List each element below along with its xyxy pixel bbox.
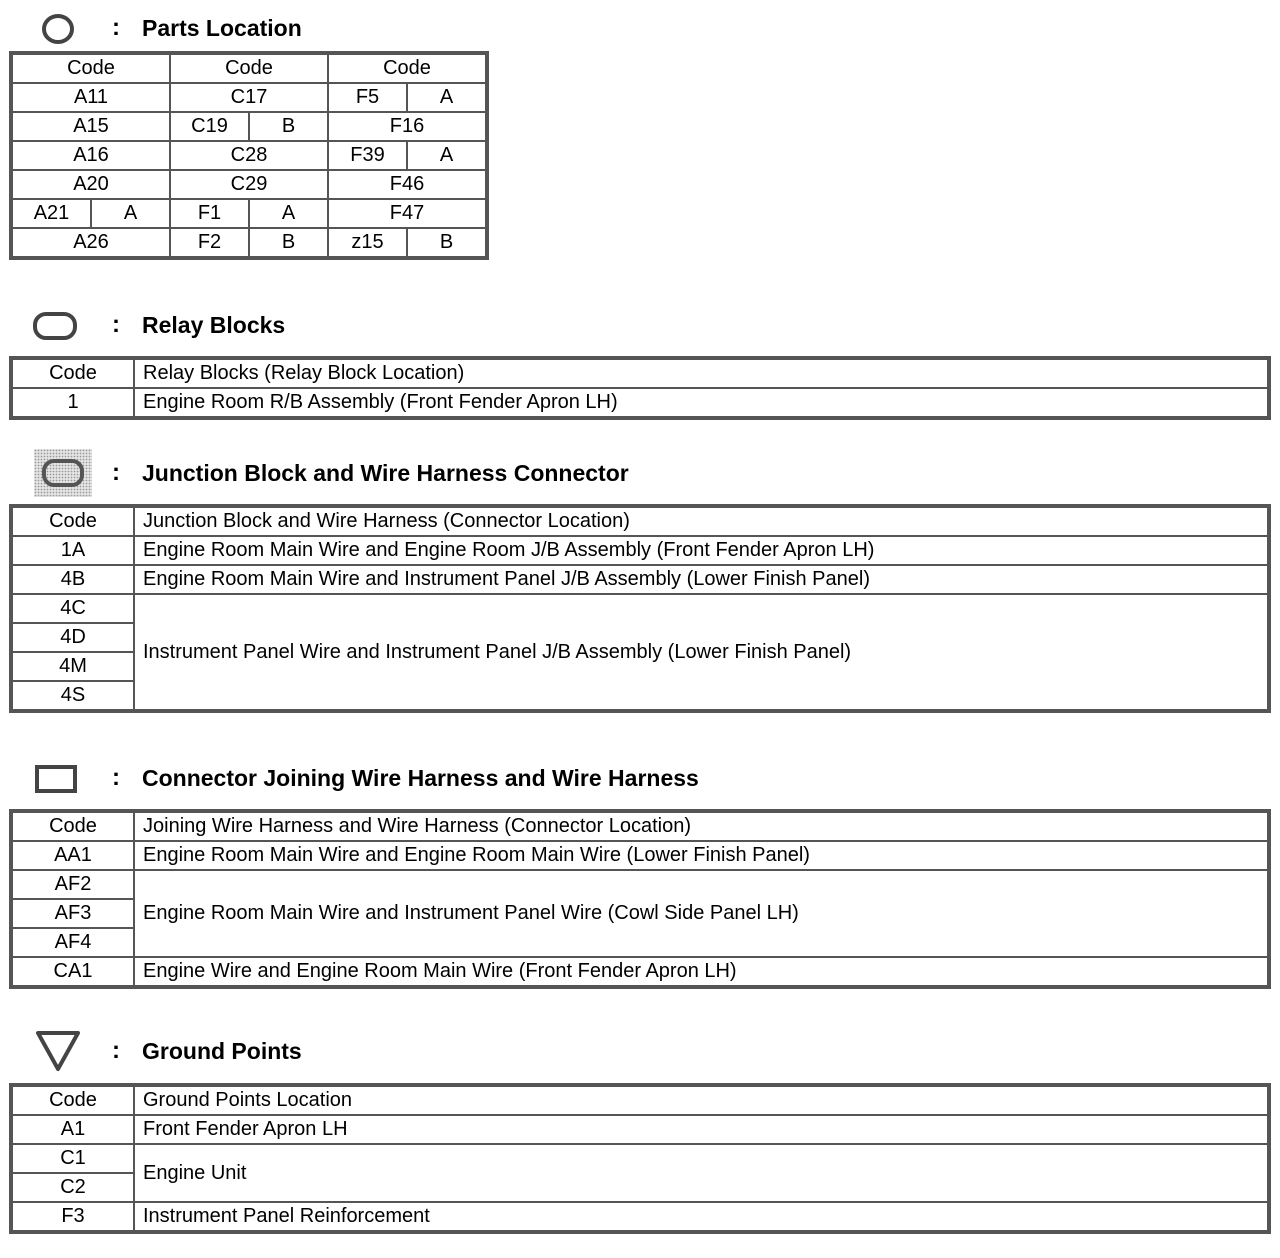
code-cell: C1 xyxy=(12,1144,134,1173)
header-desc-cell: Joining Wire Harness and Wire Harness (Connector Location) xyxy=(134,812,1268,841)
table-row xyxy=(12,170,486,199)
desc-cell: Front Fender Apron LH xyxy=(134,1115,1268,1144)
colon: : xyxy=(112,764,120,791)
table-header-row xyxy=(12,507,1268,536)
code-cell: 4B xyxy=(12,565,134,594)
table-row xyxy=(12,565,1268,594)
table-row xyxy=(12,1115,1268,1144)
header-desc-cell: Relay Blocks (Relay Block Location) xyxy=(134,359,1268,388)
table-row xyxy=(12,1144,1268,1173)
connector-joining-heading xyxy=(0,758,900,798)
code-cell: 4C xyxy=(12,594,134,623)
parts-location-heading xyxy=(0,8,600,48)
code-cell: A16 xyxy=(12,141,170,170)
desc-cell: Engine Unit xyxy=(134,1144,1268,1202)
table-header-row xyxy=(12,1086,1268,1115)
code-cell: AA1 xyxy=(12,841,134,870)
ground-points-table xyxy=(11,1085,1269,1232)
code-cell: F5 xyxy=(328,83,407,112)
junction-block-heading xyxy=(0,453,900,493)
table-row xyxy=(12,870,1268,899)
code-cell: F16 xyxy=(328,112,486,141)
code-cell: A26 xyxy=(12,228,170,257)
desc-cell: Instrument Panel Reinforcement xyxy=(134,1202,1268,1231)
table-row xyxy=(12,841,1268,870)
code-cell: z15 xyxy=(328,228,407,257)
section-title: Ground Points xyxy=(142,1038,302,1064)
junction-block-icon xyxy=(34,449,92,502)
relay-blocks-heading xyxy=(0,305,600,345)
table-header-row xyxy=(12,359,1268,388)
header-desc-cell: Junction Block and Wire Harness (Connector Location) xyxy=(134,507,1268,536)
code-cell: F3 xyxy=(12,1202,134,1231)
header-cell: Code xyxy=(12,54,170,83)
colon: : xyxy=(112,311,120,338)
code-cell: C28 xyxy=(170,141,328,170)
position-cell: A xyxy=(249,199,328,228)
code-cell: C2 xyxy=(12,1173,134,1202)
code-cell: 4M xyxy=(12,652,134,681)
rounded-rectangle-icon xyxy=(32,311,78,346)
table-row xyxy=(12,83,486,112)
desc-cell: Engine Room Main Wire and Instrument Panel Wire (Cowl Side Panel LH) xyxy=(134,870,1268,957)
table-row xyxy=(12,228,486,257)
section-title: Junction Block and Wire Harness Connector xyxy=(142,460,629,486)
junction-block-table xyxy=(11,506,1269,711)
desc-cell: Engine Room Main Wire and Instrument Panel J/B Assembly (Lower Finish Panel) xyxy=(134,565,1268,594)
code-cell: 4D xyxy=(12,623,134,652)
header-code-cell: Code xyxy=(12,812,134,841)
code-cell: A21 xyxy=(12,199,91,228)
connector-joining-table xyxy=(11,811,1269,987)
position-cell: B xyxy=(407,228,486,257)
table-row xyxy=(12,112,486,141)
colon: : xyxy=(112,14,120,41)
header-code-cell: Code xyxy=(12,507,134,536)
code-cell: C17 xyxy=(170,83,328,112)
code-cell: AF4 xyxy=(12,928,134,957)
table-row xyxy=(12,594,1268,623)
code-cell: AF3 xyxy=(12,899,134,928)
code-cell: A1 xyxy=(12,1115,134,1144)
header-cell: Code xyxy=(328,54,486,83)
code-cell: A20 xyxy=(12,170,170,199)
header-cell: Code xyxy=(170,54,328,83)
code-cell: C19 xyxy=(170,112,249,141)
ground-points-heading xyxy=(0,1031,600,1071)
code-cell: 4S xyxy=(12,681,134,710)
colon: : xyxy=(112,1037,120,1064)
table-row xyxy=(12,536,1268,565)
inverted-triangle-icon xyxy=(34,1029,82,1078)
code-cell: F46 xyxy=(328,170,486,199)
circle-icon xyxy=(40,12,76,51)
table-row xyxy=(12,388,1268,417)
table-row xyxy=(12,199,486,228)
code-cell: A15 xyxy=(12,112,170,141)
table-row xyxy=(12,957,1268,986)
section-title: Parts Location xyxy=(142,15,302,41)
code-cell: F47 xyxy=(328,199,486,228)
header-code-cell: Code xyxy=(12,1086,134,1115)
section-title: Connector Joining Wire Harness and Wire Harness xyxy=(142,765,699,791)
rectangle-icon xyxy=(34,764,78,799)
desc-cell: Engine Room R/B Assembly (Front Fender Apron LH) xyxy=(134,388,1268,417)
code-cell: F2 xyxy=(170,228,249,257)
code-cell: F39 xyxy=(328,141,407,170)
position-cell: A xyxy=(407,141,486,170)
table-header-row xyxy=(12,812,1268,841)
position-cell: A xyxy=(407,83,486,112)
table-header-row xyxy=(12,54,486,83)
desc-cell: Engine Wire and Engine Room Main Wire (Front Fender Apron LH) xyxy=(134,957,1268,986)
code-cell: F1 xyxy=(170,199,249,228)
code-cell: C29 xyxy=(170,170,328,199)
position-cell: A xyxy=(91,199,170,228)
table-row xyxy=(12,141,486,170)
position-cell: B xyxy=(249,228,328,257)
code-cell: 1A xyxy=(12,536,134,565)
relay-blocks-table xyxy=(11,358,1269,418)
header-code-cell: Code xyxy=(12,359,134,388)
desc-cell: Engine Room Main Wire and Engine Room J/B Assembly (Front Fender Apron LH) xyxy=(134,536,1268,565)
code-cell: A11 xyxy=(12,83,170,112)
desc-cell: Instrument Panel Wire and Instrument Panel J/B Assembly (Lower Finish Panel) xyxy=(134,594,1268,710)
desc-cell: Engine Room Main Wire and Engine Room Main Wire (Lower Finish Panel) xyxy=(134,841,1268,870)
colon: : xyxy=(112,459,120,486)
parts-location-table xyxy=(11,53,487,258)
code-cell: CA1 xyxy=(12,957,134,986)
code-cell: AF2 xyxy=(12,870,134,899)
table-row xyxy=(12,1202,1268,1231)
header-desc-cell: Ground Points Location xyxy=(134,1086,1268,1115)
position-cell: B xyxy=(249,112,328,141)
section-title: Relay Blocks xyxy=(142,312,286,338)
code-cell: 1 xyxy=(12,388,134,417)
